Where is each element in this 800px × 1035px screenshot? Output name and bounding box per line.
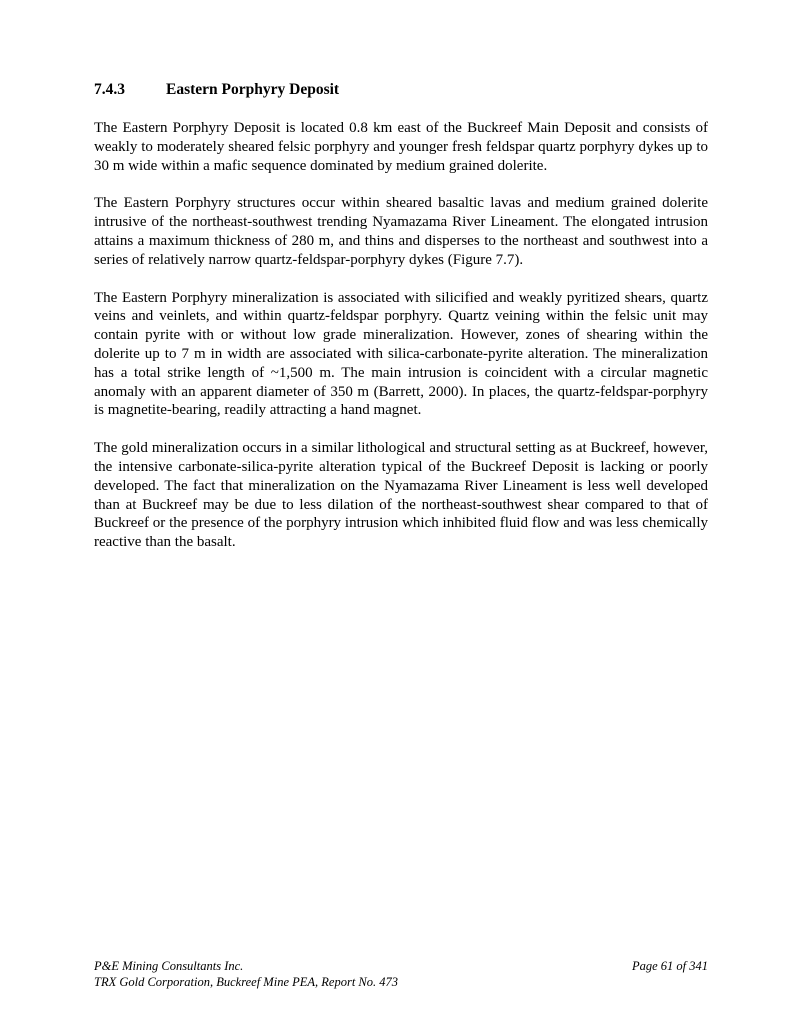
document-page bbox=[94, 0, 708, 1035]
body-text bbox=[94, 119, 708, 571]
paragraph-gold-setting: The gold mineralization occurs in a similar lithological and structural setting as at Buckreef, however, the intensive carbonate-silica-pyrite alteration typical of the Buckreef Deposit is lacking or poorly developed. The fact that mineralization on the Nyamazama River Lineament is less well developed than at Buckreef may be due to less dilation of the northeast-southwest shear compared to that of Buckreef or the presence of the porphyry intrusion which inhibited fluid flow and was less chemically reactive than the basalt. bbox=[94, 440, 708, 551]
footer-report: TRX Gold Corporation, Buckreef Mine PEA, Report No. 473 bbox=[94, 975, 399, 989]
paragraph-mineralization: The Eastern Porphyry mineralization is associated with silicified and weakly pyritized shears, quartz veins and veinlets, and within quartz-feldspar porphyry. Quartz veining within the felsic unit may contain pyrite with or without low grade mineralization. However, zones of shearing within the dolerite up to 7 m in width are associated with silica-carbonate-pyrite alteration. The mineralization has a total strike length of ~1,500 m. The main intrusion is coincident with a circular magnetic anomaly with an apparent diameter of 350 m (Barrett, 2000). In places, the quartz-feldspar-porphyry is magnetite-bearing, readily attracting a hand magnet. bbox=[94, 289, 708, 419]
paragraph-structures: The Eastern Porphyry structures occur within sheared basaltic lavas and medium grained dolerite intrusive of the northeast-southwest trending Nyamazama River Lineament. The elongated intrusion attains a maximum thickness of 280 m, and thins and disperses to the northeast and southwest into a series of relatively narrow quartz-feldspar-porphyry dykes (Figure 7.7). bbox=[94, 195, 708, 268]
footer-row bbox=[94, 958, 708, 974]
section-title: Eastern Porphyry Deposit bbox=[166, 81, 340, 98]
page-footer bbox=[94, 958, 708, 990]
footer-page-number: Page 61 of 341 bbox=[631, 959, 708, 973]
paragraph-location: The Eastern Porphyry Deposit is located 0.8 km east of the Buckreef Main Deposit and consists of weakly to moderately sheared felsic porphyry and younger fresh feldspar quartz porphyry dykes up to 30 m wide within a mafic sequence dominated by medium grained dolerite. bbox=[94, 120, 708, 174]
section-number: 7.4.3 bbox=[94, 81, 125, 98]
footer-company: P&E Mining Consultants Inc. bbox=[94, 959, 244, 973]
section-heading bbox=[94, 80, 339, 100]
